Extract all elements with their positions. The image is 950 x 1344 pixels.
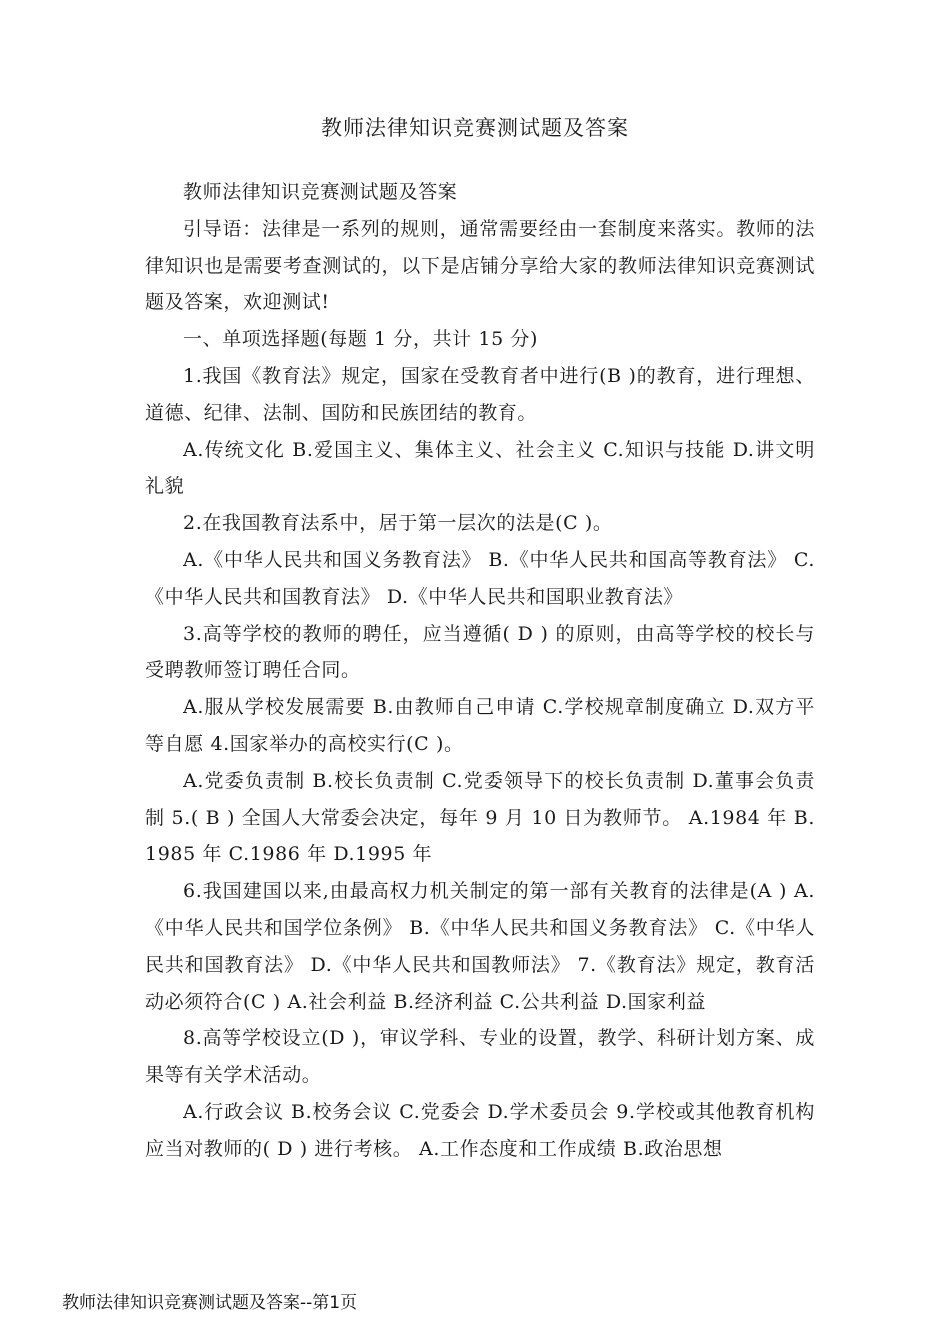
question-2: 2.在我国教育法系中，居于第一层次的法是(C )。 (183, 512, 613, 535)
question-1: 1.我国《教育法》规定，国家在受教育者中进行(B )的教育，进行理想、道德、纪律、法制、国防和民族团结的教育。 (145, 364, 815, 424)
question-6-7: 6.我国建国以来,由最高权力机关制定的第一部有关教育的法律是(A ) A.《中华人民共和国学位条例》 B.《中华人民共和国义务教育法》 C.《中华人民共和国教育法》 D.《中华人民共和国教师法》 7.《教育法》规定，教育活动必须符合(C ) A.社会利益 B.经济利益 C.公共利益 D.国家利益 (145, 880, 815, 1013)
paragraph-subtitle: 教师法律知识竞赛测试题及答案 (183, 181, 458, 203)
options-8-question-9: A.行政会议 B.校务会议 C.党委会 D.学术委员会 9.学校或其他教育机构应当对教师的( D ) 进行考核。 A.工作态度和工作成绩 B.政治思想 (145, 1100, 815, 1160)
question-8: 8.高等学校设立(D )，审议学科、专业的设置，教学、科研计划方案、成果等有关学术活动。 (145, 1027, 815, 1087)
page-footer: 教师法律知识竞赛测试题及答案--第1页 (62, 1293, 358, 1313)
page-title: 教师法律知识竞赛测试题及答案 (321, 116, 629, 140)
options-3-question-4: A.服从学校发展需要 B.由教师自己申请 C.学校规章制度确立 D.双方平等自愿 4.国家举办的高校实行(C )。 (145, 696, 815, 755)
question-3: 3.高等学校的教师的聘任，应当遵循( D ) 的原则，由高等学校的校长与受聘教师签订聘任合同。 (145, 622, 815, 682)
paragraph-intro: 引导语：法律是一系列的规则，通常需要经由一套制度来落实。教师的法律知识也是需要考查测试的，以下是店铺分享给大家的教师法律知识竞赛测试题及答案，欢迎测试! (145, 217, 815, 314)
options-1: A.传统文化 B.爱国主义、集体主义、社会主义 C.知识与技能 D.讲文明礼貌 (145, 438, 815, 498)
options-4-question-5: A.党委负责制 B.校长负责制 C.党委领导下的校长负责制 D.董事会负责制 5.( B ) 全国人大常委会决定，每年 9 月 10 日为教师节。 A.1984 年 B.1985 年 C.1986 年 D.1995 年 (145, 769, 815, 866)
options-2: A.《中华人民共和国义务教育法》 B.《中华人民共和国高等教育法》 C.《中华人民共和国教育法》 D.《中华人民共和国职业教育法》 (145, 548, 815, 608)
section-heading: 一、单项选择题(每题 1 分，共计 15 分) (183, 328, 539, 351)
document-body (145, 174, 815, 1168)
